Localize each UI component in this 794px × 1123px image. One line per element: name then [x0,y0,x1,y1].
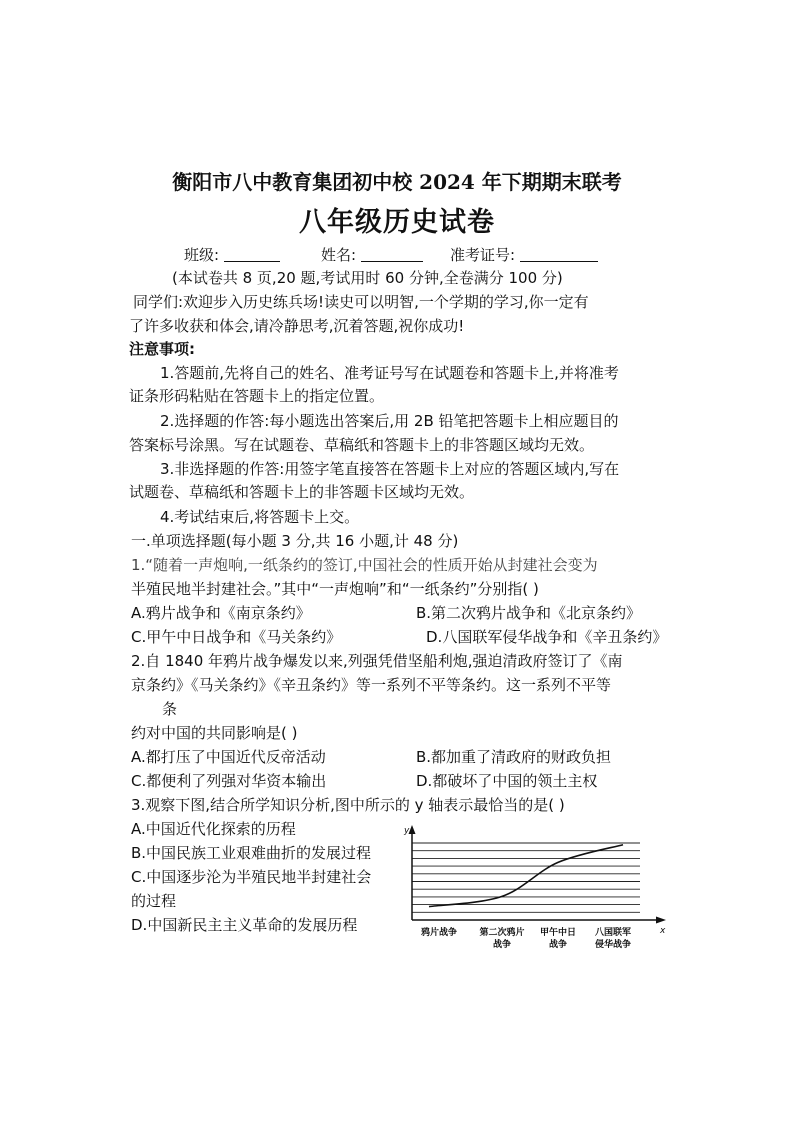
exam-id-field[interactable] [450,244,598,265]
q2-option-d: D.都破坏了中国的领土主权 [416,772,598,790]
section-1-heading: 一.单项选择题(每小题 3 分,共 16 小题,计 48 分) [131,532,459,550]
q2-stem-line-1: 2.自 1840 年鸦片战争爆发以来,列强凭借坚船利炮,强迫清政府签订了《南 [131,652,623,670]
class-field[interactable] [184,244,280,265]
q2-stem-line-2: 京条约》《马关条约》《辛丑条约》等一系列不平等条约。这一系列不平等 [131,676,612,694]
exam-title: 八年级历史试卷 [299,207,495,238]
chart-y-label: y [404,826,410,836]
q1-option-a: A.鸦片战争和《南京条约》 [131,604,311,622]
q2-option-b: B.都加重了清政府的财政负担 [416,748,612,766]
q1-stem-line-2: 半殖民地半封建社会。”其中“一声炮响”和“一纸条约”分别指( ) [131,580,539,598]
chart-x-axis-arrow [656,917,666,924]
q1-option-d: D.八国联军侵华战争和《辛丑条约》 [426,628,668,646]
chart-category-label: 第二次鸦片 [479,928,525,938]
q3-option-a: A.中国近代化探索的历程 [131,820,296,838]
notice-item-1-line-1: 1.答题前,先将自己的姓名、准考证号写在试题卷和答题卡上,并将准考 [160,364,619,382]
q3-option-c-line-2: 的过程 [131,892,177,910]
q1-option-b: B.第二次鸦片战争和《北京条约》 [416,604,642,622]
chart-category-label: 战争 [492,940,512,950]
q3-option-c-line-1: C.中国逐步沦为半殖民地半封建社会 [131,868,372,886]
school-title: 衡阳市八中教育集团初中校 2024 年下期期末联考 [172,170,622,194]
q2-stem-line-3: 条 [162,700,178,718]
exam-id-label: 准考证号: [450,246,516,264]
chart-category-label: 鸦片战争 [420,928,458,938]
q3-option-b: B.中国民族工业艰难曲折的发展过程 [131,844,372,862]
name-label: 姓名: [321,246,357,264]
chart-y-axis-arrow [409,825,416,834]
q2-option-c: C.都便利了列强对华资本输出 [131,772,327,790]
chart-category-label: 甲午中日 [539,928,577,938]
name-field[interactable] [321,244,423,265]
q1-stem-line-1: 1.“随着一声炮响,一纸条约的签订,中国社会的性质开始从封建社会变为 [131,556,598,574]
name-blank[interactable] [361,247,423,262]
notice-item-4: 4.考试结束后,将答题卡上交。 [160,508,360,526]
notice-item-2-line-1: 2.选择题的作答:每小题选出答案后,用 2B 铅笔把答题卡上相应题目的 [160,412,619,430]
chart-category-label: 侵华战争 [594,940,632,950]
notice-item-3-line-2: 试题卷、草稿纸和答题卡上的非答题卡区域均无效。 [129,483,475,501]
notice-item-3-line-1: 3.非选择题的作答:用签字笔直接答在答题卡上对应的答题区域内,写在 [160,460,620,478]
exam-id-blank[interactable] [520,247,598,262]
exam-note: (本试卷共 8 页,20 题,考试用时 60 分钟,全卷满分 100 分) [172,269,563,287]
class-blank[interactable] [224,247,280,262]
class-label: 班级: [184,246,220,264]
chart-category-label: 战争 [548,940,568,950]
notice-title: 注意事项: [129,340,195,358]
q3-option-d: D.中国新民主主义革命的发展历程 [131,916,358,934]
q3-stem: 3.观察下图,结合所学知识分析,图中所示的 y 轴表示最恰当的是( ) [131,796,565,814]
chart-x-label: x [660,926,666,936]
q2-stem-line-4: 约对中国的共同影响是( ) [131,724,298,742]
notice-item-1-line-2: 证条形码粘贴在答题卡上的指定位置。 [129,387,385,405]
greeting-line-2: 了许多收获和体会,请冷静思考,沉着答题,祝你成功! [129,317,465,335]
greeting-line-1: 同学们:欢迎步入历史练兵场!读史可以明智,一个学期的学习,你一定有 [133,293,589,311]
notice-item-2-line-2: 答案标号涂黑。写在试题卷、草稿纸和答题卡上的非答题区域均无效。 [129,436,595,454]
chart-category-label: 八国联军 [594,928,632,938]
q1-option-c: C.甲午中日战争和《马关条约》 [131,628,342,646]
q2-option-a: A.都打压了中国近代反帝活动 [131,748,326,766]
q3-line-chart [398,823,670,955]
